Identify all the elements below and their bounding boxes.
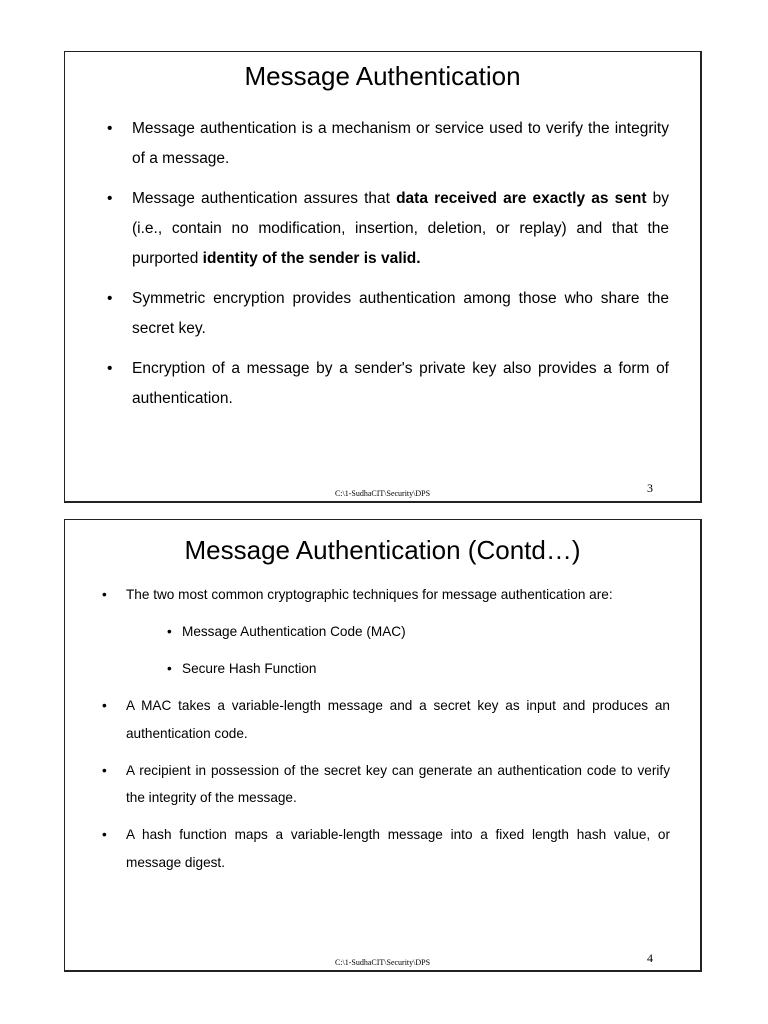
bullet-marker: • <box>167 624 172 639</box>
bullet-text: Message authentication assures that <box>132 190 397 207</box>
slide-footer: C:\1-SudhaCIT\Security\DPS <box>334 489 431 498</box>
bullet-item <box>107 114 669 174</box>
bullet-marker: • <box>107 120 113 137</box>
bullet-item <box>107 354 669 414</box>
bullet-text: Secure Hash Function <box>182 661 317 676</box>
bullet-text: Message Authentication Code (MAC) <box>182 624 406 639</box>
bullet-text: A MAC takes a variable-length message and a secret key as input and produces an authentication code. <box>126 698 670 741</box>
sub-bullet-item <box>126 618 670 646</box>
slide-footer: C:\1-SudhaCIT\Security\DPS <box>334 958 431 967</box>
bullet-marker: • <box>102 587 107 602</box>
bullet-marker: • <box>107 290 113 307</box>
slide-title: Message Authentication <box>244 61 521 91</box>
bullet-list <box>107 114 669 424</box>
bullet-item <box>102 692 670 747</box>
bullet-emphasis: identity of the sender is valid. <box>202 250 421 267</box>
bullet-marker: • <box>107 190 113 207</box>
bullet-item <box>107 284 669 344</box>
bullet-text: A recipient in possession of the secret key can generate an authentication code to verify the integrity of the message. <box>126 762 670 805</box>
slide-3 <box>64 51 702 503</box>
bullet-item <box>102 757 670 812</box>
bullet-item <box>102 581 670 609</box>
slide-4 <box>64 519 702 972</box>
bullet-emphasis: data received are exactly as sent <box>396 190 647 207</box>
page-number: 4 <box>647 951 653 965</box>
slide-title: Message Authentication (Contd…) <box>184 535 581 565</box>
bullet-text: Encryption of a message by a sender's private key also provides a form of authentication. <box>132 360 669 407</box>
bullet-text: Message authentication is a mechanism or service used to verify the integrity of a message. <box>132 120 669 167</box>
bullet-item <box>102 821 670 876</box>
bullet-text: A hash function maps a variable-length message into a fixed length hash value, or message digest. <box>126 827 670 870</box>
bullet-text: Symmetric encryption provides authentication among those who share the secret key. <box>132 290 669 337</box>
bullet-item <box>107 184 669 274</box>
bullet-marker: • <box>107 360 113 377</box>
bullet-text: The two most common cryptographic techniques for message authentication are: <box>126 587 613 602</box>
bullet-marker: • <box>102 762 107 778</box>
page-number: 3 <box>647 481 653 495</box>
bullet-marker: • <box>167 661 172 676</box>
bullet-list <box>102 581 670 886</box>
sub-bullet-item <box>126 655 670 683</box>
bullet-marker: • <box>102 698 107 713</box>
bullet-marker: • <box>102 827 107 842</box>
bullet-text: by (i.e., contain no modification, insertion, deletion, or replay) and that the purported <box>132 190 669 267</box>
